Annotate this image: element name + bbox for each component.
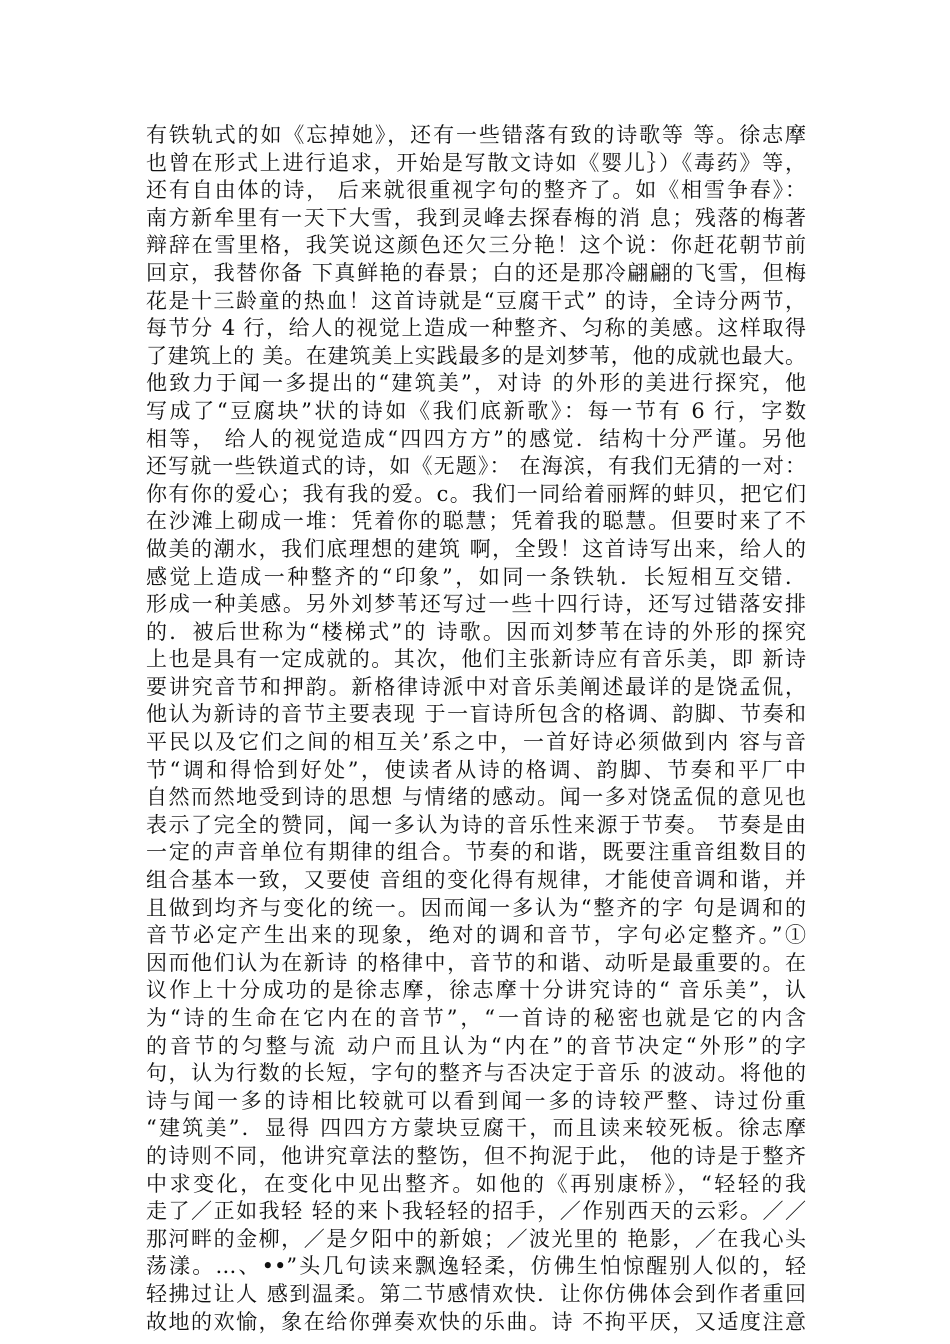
text-line: 回京，我替你备 下真鲜艳的春景；白的还是那冷翩翩的飞雪，但梅 [146, 260, 806, 285]
text-line: 相等， 给人的视觉造成“四四方方”的感觉．结构十分严谨。另他 [146, 426, 806, 451]
text-line: 要讲究音节和押韵。新格律诗派中对音乐美阐述最详的是饶孟侃， [146, 674, 806, 699]
text-line: 感觉上造成一种整齐的“印象”，如同一条铁轨．长短相互交错． [146, 564, 806, 589]
body-text [146, 122, 806, 1336]
text-line: 了建筑上的 美。在建筑美上实践最多的是刘梦苇，他的成就也最大。 [146, 343, 806, 368]
text-line: 做美的潮水，我们底理想的建筑 啊，全毁！这首诗写出来，给人的 [146, 536, 806, 561]
text-line: 有铁轨式的如《忘掉她》，还有一些错落有致的诗歌等 等。徐志摩 [146, 123, 806, 147]
text-line: 且做到均齐与变化的统一。因而闻一多认为“整齐的字 句是调和的 [146, 895, 806, 920]
text-line: 为“诗的生命在它内在的音节”，“一首诗的秘密也就是它的内含 [146, 1006, 806, 1030]
text-line: 的诗则不同，他讲究章法的整饬，但不拘泥于此， 他的诗是于整齐 [146, 1143, 806, 1168]
text-line: 还有自由体的诗， 后来就很重视字句的整齐了。如《相雪争春》： [146, 178, 806, 203]
text-line: 议作上十分成功的是徐志摩，徐志摩十分讲究诗的“ 音乐美”，认 [146, 978, 806, 1003]
text-line: 因而他们认为在新诗 的格律中，音节的和谐、动听是最重要的。在 [146, 950, 806, 975]
text-line: 南方新牟里有一天下大雪，我到灵峰去探春梅的消 息；残落的梅著 [146, 205, 806, 230]
text-line: 还写就一些铁道式的诗，如《无题》： 在海滨，有我们无猜的一对： [146, 454, 806, 479]
text-line: 他致力于闻一多提出的“建筑美”，对诗 的外形的美进行探究，他 [146, 371, 806, 396]
text-line: 表示了完全的赞同，闻一多认为诗的音乐性来源于节奏。 节奏是由 [146, 812, 806, 837]
text-line: 那河畔的金柳，／是夕阳中的新娘；／波光里的 艳影，／在我心头 [146, 1226, 806, 1251]
text-line: 组合基本一致，又要使 音组的变化得有规律，才能使音调和谐，并 [146, 868, 806, 893]
text-line: 平民以及它们之间的相互关’系之中，一首好诗必须做到内 容与音 [146, 730, 806, 755]
text-line: 也曾在形式上进行追求，开始是写散文诗如《婴儿｝）《毒药》等， [146, 150, 806, 175]
text-line: 的．被后世称为“楼梯式”的 诗歌。因而刘梦苇在诗的外形的探究 [146, 619, 806, 644]
text-line: 自然而然地受到诗的思想 与情绪的感动。闻一多对饶孟侃的意见也 [146, 785, 806, 810]
text-line: 形成一种美感。另外刘梦苇还写过一些十四行诗，还写过错落安排 [146, 592, 806, 617]
text-line: 音节必定产生出来的现象，绝对的调和音节，字句必定整齐。”① [146, 923, 806, 948]
text-line: 在沙滩上砌成一堆：凭着你的聪慧；凭着我的聪慧。但要时来了不 [146, 509, 806, 534]
text-line: 写成了“豆腐块”状的诗如《我们底新歌》：每一节有 6 行，字数 [146, 398, 806, 423]
text-line: 一定的声音单位有期律的组合。节奏的和谐，既要注重音组数目的 [146, 840, 806, 865]
text-line: 你有你的爱心；我有我的爱。c。我们一同给着丽辉的蚌贝，把它们 [146, 481, 806, 506]
text-line: 走了／正如我轻 轻的来卜我轻轻的招手，／作别西天的云彩。／／ [146, 1199, 806, 1224]
text-line: 节“调和得恰到好处”，使读者从诗的格调、韵脚、节奏和平厂中 [146, 757, 806, 782]
text-line: 花是十三龄童的热血！这首诗就是“豆腐干式” 的诗，全诗分两节， [146, 288, 806, 313]
text-line: “建筑美”．显得 四四方方蒙块豆腐干，而且读来较死板。徐志摩 [146, 1116, 806, 1141]
text-line: 中求变化，在变化中见出整齐。如他的《再别康桥》，“轻轻的我 [146, 1171, 806, 1196]
text-line: 的音节的匀整与流 动户而且认为“内在”的音节决定“外形”的字 [146, 1033, 806, 1058]
text-line: 每节分 4 行，给人的视觉上造成一种整齐、匀称的美感。这样取得 [146, 316, 806, 341]
text-line: 辩辞在雪里格，我笑说这颜色还欠三分艳！这个说：你赶花朝节前 [146, 233, 806, 258]
text-line: 轻拂过让人 感到温柔。第二节感情欢快．让你仿佛体会到作者重回 [146, 1281, 806, 1306]
text-line: 上也是具有一定成就的。其次，他们主张新诗应有音乐美，即 新诗 [146, 647, 806, 672]
text-line: 荡漾。…、••”头几句读来飘逸轻柔，仿佛生怕惊醒别人似的，轻 [146, 1254, 806, 1279]
text-line: 诗与闻一多的诗相比较就可以看到闻一多的诗较严整、诗过份重 [146, 1088, 806, 1113]
text-line: 故地的欢愉，象在给你弹奏欢快的乐曲。诗 不拘平厌，又适度注意 [146, 1309, 806, 1334]
text-line: 他认为新诗的音节主要表现 于一盲诗所包含的格调、韵脚、节奏和 [146, 702, 806, 727]
text-line: 句，认为行数的长短，字句的整齐与否决定于音乐 的波动。将他的 [146, 1061, 806, 1086]
